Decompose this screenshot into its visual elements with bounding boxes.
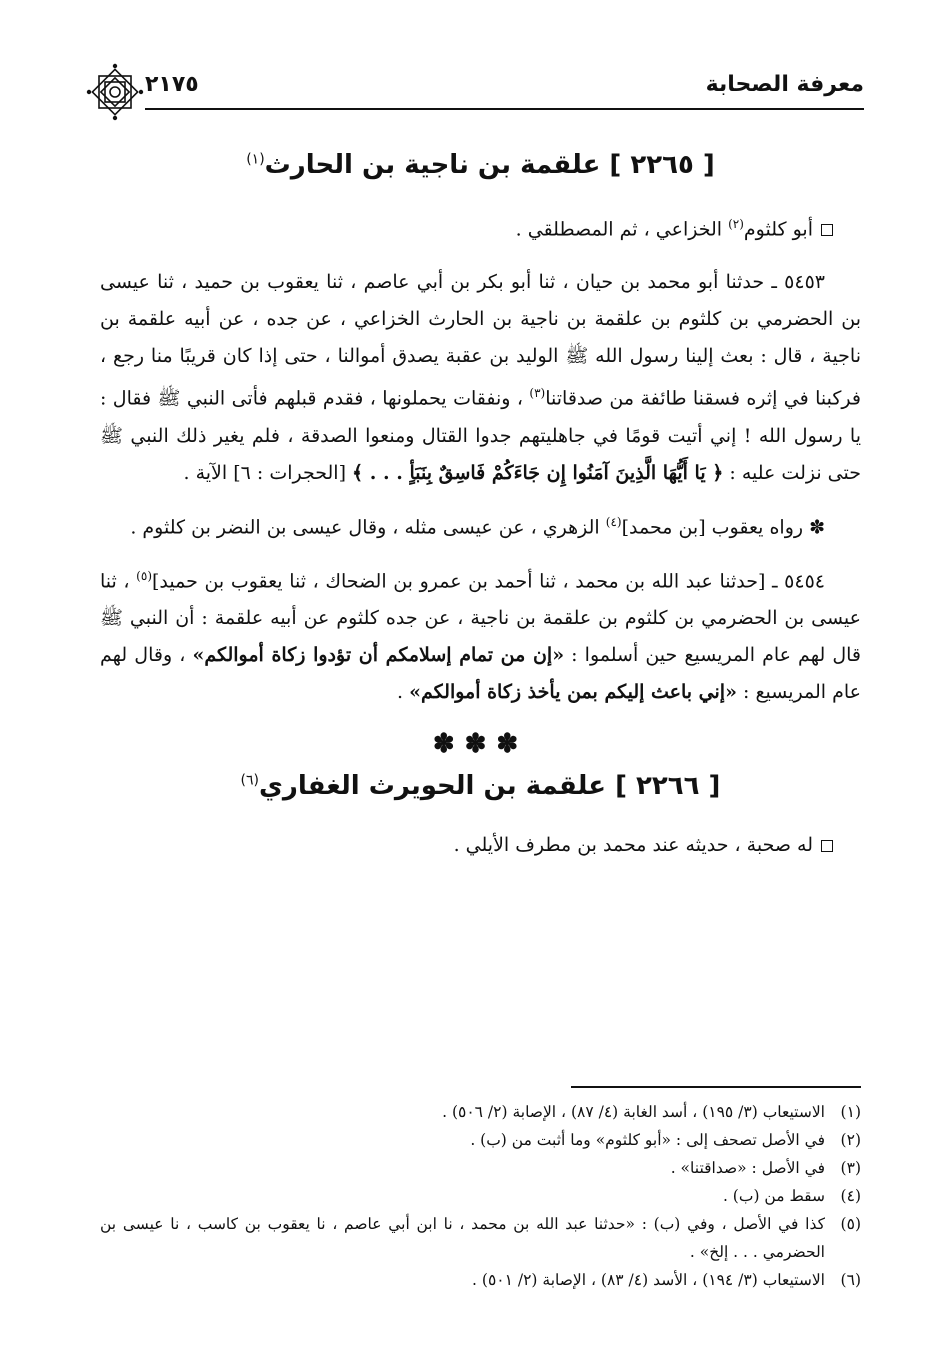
page-body <box>100 138 861 880</box>
entry-title-text: [ ٢٢٦٥ ] علقمة بن ناجية بن الحارث <box>264 150 715 180</box>
hadith-5453 <box>100 264 861 491</box>
hadith-text: ٥٤٥٣ ـ حدثنا أبو محمد بن حيان ، ثنا أبو بكر بن أبي عاصم ، ثنا يعقوب بن حميد ، ثنا عيسى بن الحضرمي بن كلثوم بن علقمة بن ناجية بن الحارث الخزاعي ، عن جده ، عن أبيه علقمة بن ناجية ، قال : بعث إلينا رسول الله ﷺ الوليد بن عقبة يصدق أموالنا ، حتى إذا كان قريبًا منا رجع ، فركبنا في إثره فسقنا طائفة من صدقاتنا <box>100 271 861 410</box>
footnote-number: (٥) <box>840 1215 861 1233</box>
footnote-number: (٤) <box>840 1187 861 1205</box>
footnote-item <box>100 1154 861 1182</box>
footnote-number: (٢) <box>840 1131 861 1149</box>
footnote-rule <box>571 1086 861 1088</box>
hadith-text: . <box>397 681 410 704</box>
footnote-item <box>100 1266 861 1294</box>
hadith-text: ، ونفقات يحملونها ، فقدم قبلهم فأتى النبي ﷺ فقال : يا رسول الله ! إني أتيت قومًا في جاهليتهم جدوا القتال ومنعوا الصدقة ، فلم يغير ذلك النبي ﷺ حتى نزلت عليه : <box>100 387 861 484</box>
page-number: ٢١٧٥ <box>145 72 199 97</box>
footnote-ref: (٦) <box>240 772 260 789</box>
entry-title-2266 <box>100 771 861 801</box>
header-rule <box>145 108 864 110</box>
square-bullet-icon <box>821 224 833 236</box>
entry-title-2265 <box>100 150 861 180</box>
footnote-item <box>100 1182 861 1210</box>
footnote-text: في الأصل تصحف إلى : «أبو كلثوم» وما أثبت من (ب) . <box>470 1131 825 1149</box>
quran-verse: ﴿ يَا أَيُّهَا الَّذِينَ آمَنُوا إِن جَاءَكُمْ فَاسِقٌ بِنَبَأٍ . . . ﴾ <box>352 461 724 484</box>
hadith-text: ٥٤٥٤ ـ [حدثنا عبد الله بن محمد ، ثنا أحمد بن عمرو بن الضحاك ، ثنا يعقوب بن حميد] <box>152 570 825 593</box>
page-header <box>85 62 864 122</box>
intro-text: أبو كلثوم <box>743 218 813 241</box>
footnote-ref: (٢) <box>728 217 744 231</box>
riwaya-note <box>100 504 861 546</box>
footnote-text: كذا في الأصل ، وفي (ب) : «حدثنا عبد الله بن محمد ، نا ابن أبي عاصم ، نا يعقوب بن كاسب ، نا عيسى بن الحضرمي . . . إلخ» . <box>100 1215 825 1261</box>
footnote-number: (٣) <box>840 1159 861 1177</box>
entry-title-text: [ ٢٢٦٦ ] علقمة بن الحويرث الغفاري <box>259 771 721 802</box>
footnote-ref: (٥) <box>136 568 152 583</box>
hadith-text: [الحجرات : ٦] الآية . <box>183 461 353 484</box>
hadith-text: ، ثنا عيسى بن الحضرمي بن كلثوم بن علقمة بن ناجية ، عن جده كلثوم عن أبيه علقمة : أن النبي ﷺ قال لهم عام المريسيع حين أسلموا : <box>100 570 861 667</box>
footnote-ref: (١) <box>246 151 265 168</box>
prophetic-quote: «إني باعث إليكم بمن يأخذ زكاة أموالكم» <box>409 681 737 704</box>
entry-intro <box>100 206 861 248</box>
star-rosette-icon <box>85 62 145 122</box>
riwaya-text: الزهري ، عن عيسى مثله ، وقال عيسى بن النضر بن كلثوم . <box>130 515 606 538</box>
footnotes <box>100 1098 861 1294</box>
footnote-ref: (٤) <box>605 514 622 529</box>
running-title: معرفة الصحابة <box>705 72 864 97</box>
square-bullet-icon <box>821 840 833 852</box>
footnote-text: الاستيعاب (٣/ ١٩٥) ، أسد الغابة (٤/ ٨٧) ، الإصابة (٢/ ٥٠٦) . <box>442 1103 825 1121</box>
footnote-item <box>100 1126 861 1154</box>
intro-text: الخزاعي ، ثم المصطلقي . <box>515 218 729 241</box>
footnote-text: الاستيعاب (٣/ ١٩٤) ، الأسد (٤/ ٨٣) ، الإصابة (٢/ ٥٠١) . <box>472 1271 825 1289</box>
footnote-text: في الأصل : «صداقتنا» . <box>670 1159 825 1177</box>
footnote-item <box>100 1098 861 1126</box>
footnote-ref: (٣) <box>529 386 546 401</box>
riwaya-text: ✽ رواه يعقوب [بن محمد] <box>621 515 825 538</box>
footnote-number: (١) <box>840 1103 861 1121</box>
section-separator: ✽✽✽ <box>432 729 529 760</box>
intro-text: له صحبة ، حديثه عند محمد بن مطرف الأيلي . <box>453 834 813 857</box>
hadith-5454 <box>100 558 861 711</box>
footnote-item <box>100 1210 861 1266</box>
footnote-number: (٦) <box>840 1271 861 1289</box>
entry-intro <box>100 827 861 864</box>
footnote-text: سقط من (ب) . <box>722 1187 825 1205</box>
prophetic-quote: «إن من تمام إسلامكم أن تؤدوا زكاة أموالكم» <box>192 644 565 667</box>
hadith-text: ، وقال لهم عام المريسيع : <box>100 644 861 704</box>
